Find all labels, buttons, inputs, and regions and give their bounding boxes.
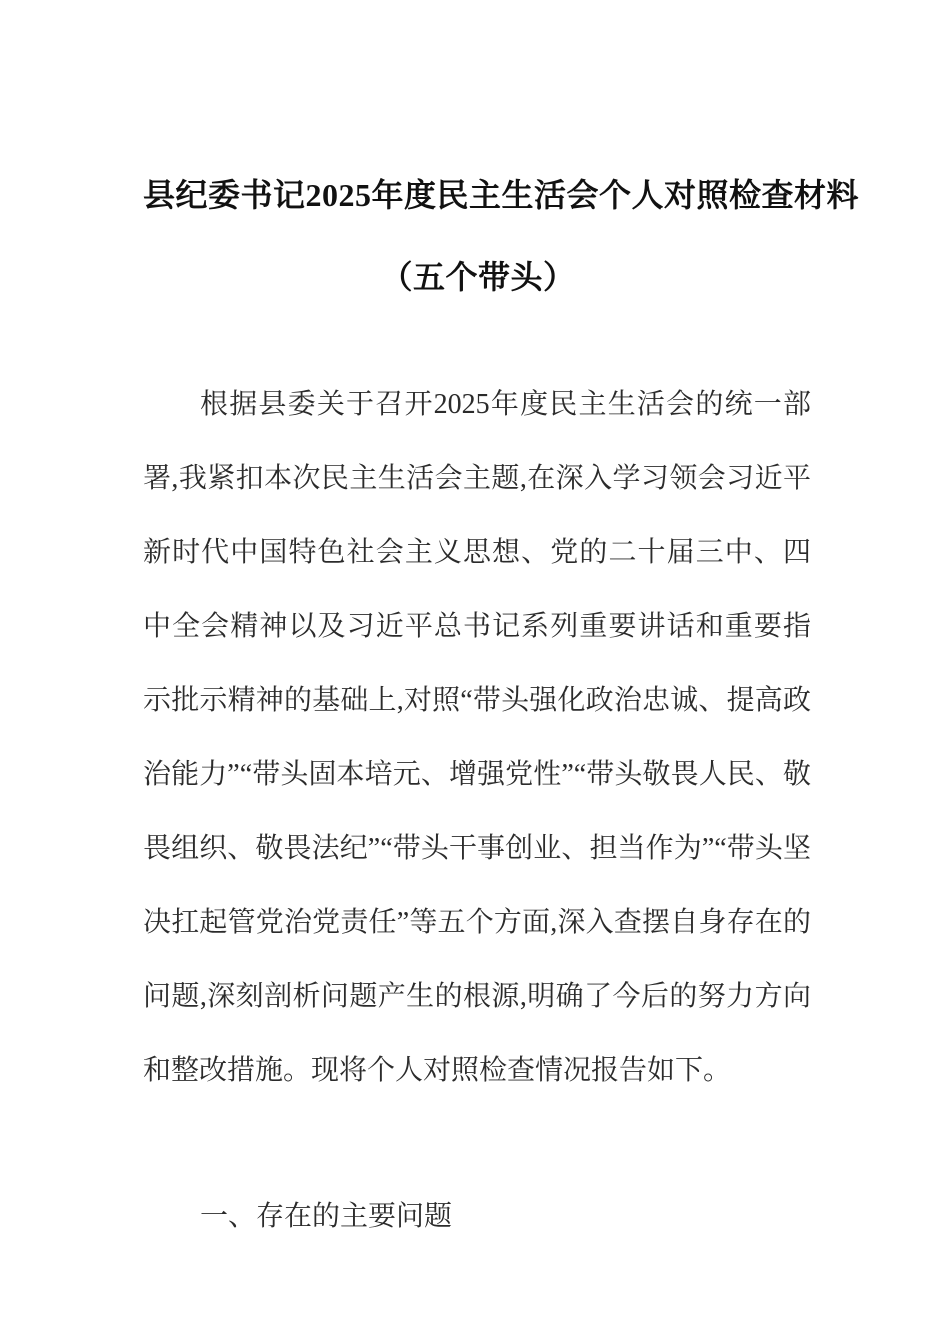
- page-subtitle: （五个带头）: [380, 258, 576, 295]
- section-heading-1: 一、存在的主要问题: [200, 1201, 453, 1232]
- page-title: 县纪委书记2025年度民主生活会个人对照检查材料: [143, 177, 860, 214]
- document-body: [143, 368, 811, 1108]
- body-paragraph: 根据县委关于召开2025年度民主生活会的统一部署,我紧扣本次民主生活会主题,在深入学习领会习近平新时代中国特色社会主义思想、党的二十届三中、四中全会精神以及习近平总书记系列重要讲话和重要指示批示精神的基础上,对照“带头强化政治忠诚、提高政治能力”“带头固本培元、增强党性”“带头敬畏人民、敬畏组织、敬畏法纪”“带头干事创业、担当作为”“带头坚决扛起管党治党责任”等五个方面,深入查摆自身存在的问题,深刻剖析问题产生的根源,明确了今后的努力方向和整改措施。现将个人对照检查情况报告如下。: [143, 389, 811, 1086]
